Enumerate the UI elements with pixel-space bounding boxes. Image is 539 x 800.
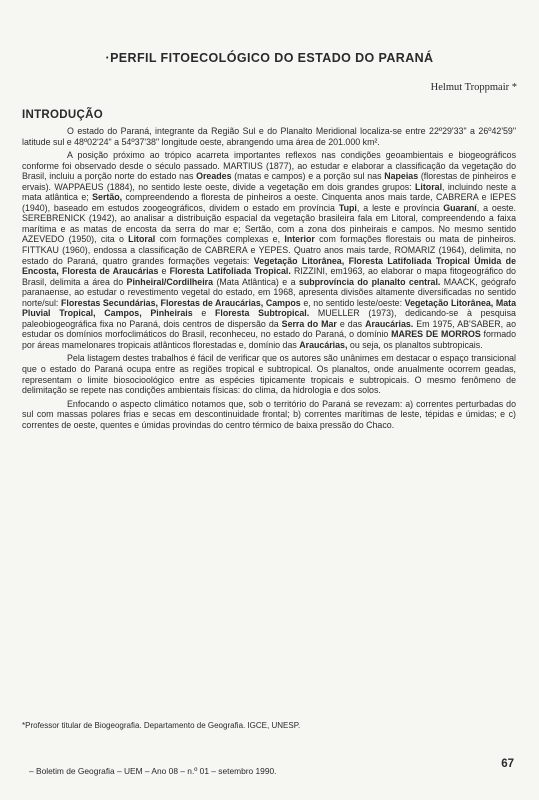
text-run: (florestas de pinheiros e ervais). WAPPAEUS (1884), no sentido leste oeste, divide a vegetação em dois grandes grupos: — [22, 171, 516, 192]
bold-term: Guaraní — [443, 202, 477, 213]
bold-term: Floresta Subtropical. — [214, 308, 310, 319]
text-run: e, no sentido leste/oeste: — [300, 297, 405, 308]
bold-term: Oreades — [196, 171, 232, 182]
bold-term: Floresta Latifoliada Tropical. — [169, 266, 291, 277]
body-text — [22, 126, 516, 433]
text-run: formado por áreas mamelonares tropicais atlânticos florestadas e, domínio das — [22, 329, 516, 350]
text-run: MAACK, geógrafo paranaense, ao estudar o revestimento vegetal do estado, em 1968, apresenta divisões altamente diversificadas no sentido norte/sul: — [22, 276, 516, 308]
text-run: (Mata Atlântica) e a — [213, 276, 299, 287]
text-run: (matas e campos) e a porção sul nas — [231, 171, 385, 182]
section-heading: INTRODUÇÃO — [22, 109, 103, 121]
text-run: A posição próximo ao trópico acarreta importantes reflexos nas condições geoambientais e biogeográficos conforme foi observado desde o século passado. MARTIUS (1877), ao estudar e elaborar a classificação da vegetação do Brasil, incluiu a porção norte do estado nas — [22, 150, 516, 182]
page-number: 67 — [501, 758, 514, 770]
bold-term: Serra do Mar — [281, 318, 337, 329]
bold-term: Pinheiral/Cordilheira — [126, 276, 214, 287]
footnote: *Professor titular de Biogeografia. Departamento de Geografia. IGCE, UNESP. — [22, 721, 301, 730]
text-run: Enfocando o aspecto climático notamos que, sob o território do Paraná se revezam: a) correntes perturbadas do sul com massas polares frias e secas em descontinuidade frontal; b) correntes marítimas de leste, tépidas e úmidas; e c) correntes de oeste, quentes e úmidas provindas do centro térmico de baixa pressão do Chaco. — [22, 398, 516, 430]
bold-term: Napeias — [384, 171, 419, 182]
bold-term: Araucárias. — [365, 318, 414, 329]
paragraph — [22, 353, 516, 395]
text-run: compreendendo a floresta de pinheiros a oeste. Cinquenta anos mais tarde, CABRERA e IEPES (1940), baseado em estudos zoogeográficos, dividem o estado em província — [22, 192, 516, 213]
text-run: RIZZINI, em1963, ao elaborar o mapa fitogeográfico do Brasil, delimita a área do — [22, 266, 516, 287]
text-run: ou seja, os planaltos subtropicais. — [347, 339, 483, 350]
text-run: O estado do Paraná, integrante da Região Sul e do Planalto Meridional localiza-se entre 22º29'33" a 26º42'59" latitude sul e 48º02'24" a 54º37'38" longitude oeste, abrangendo uma área de 201.000 km². — [22, 126, 516, 147]
bold-term: Interior — [284, 234, 315, 245]
footer-citation: – Boletim de Geografia – UEM – Ano 08 – n.º 01 – setembro 1990. — [29, 766, 277, 776]
text-run: Em 1975, AB'SABER, ao estudar os domínios morfoclimáticos do Brasil, reconheceu, no estado do Paraná, o domínio — [22, 318, 516, 340]
bold-term: MARES DE MORROS — [391, 329, 481, 340]
text-run: e — [192, 308, 215, 319]
text-run: Pela listagem destes trabalhos é fácil de verificar que os autores são unânimes em destacar o espaço transicional que o estado do Paraná ocupa entre as regiões tropical e subtropical. Os planaltos, onde anualmente ocorrem geadas, representam o limite biosocioológico entre as espécies tipicamente tropicais e subtropicais. O mesmo fenômeno de delimitação se repete nas condições ambientais físicas: do clima, da hidrologia e dos solos. — [22, 353, 516, 396]
author-name: Helmut Troppmair * — [430, 82, 517, 93]
bold-term: subprovíncia do planalto central. — [298, 276, 441, 287]
bold-term: Vegetação Litorânea, Floresta Latifoliada Tropical Úmida de Encosta, Floresta de Araucárias — [22, 255, 516, 277]
bold-term: Sertão, — [92, 192, 123, 203]
bold-term: Litoral — [128, 234, 156, 245]
text-run: e — [158, 266, 170, 277]
text-run: MUELLER (1973), dedicando-se à pesquisa paleobiogeográfica fixa no Paraná, dois centros de dispersão da — [22, 308, 516, 329]
text-run: , a leste e província — [356, 202, 444, 213]
bold-term: Araucárias, — [299, 339, 348, 350]
paragraph — [22, 126, 516, 147]
paragraph — [22, 399, 516, 431]
paragraph — [22, 150, 516, 350]
bold-term: Florestas Secundárias, Florestas de Araucárias, Campos — [60, 297, 301, 308]
text-run: com formações florestais ou mata de pinheiros. FITTKAU (1960), endossa a classificação de CABRERA e YEPES. Quatro anos mais tarde, ROMARIZ (1964), delimita, no estado do Paraná, quatro grandes formações vegetais: — [22, 234, 516, 266]
text-run: , incluindo neste a mata atlântica e; — [22, 181, 517, 203]
text-run: , a oeste. SEREBRENICK (1942), ao analisar a distribuição espacial da vegetação brasileira fala em Litoral, compreendendo a faixa marítima e as matas de encosta da serra do mar e; Sertão, com a zona dos pinheirais e campos. No mesmo sentido AZEVEDO (1950), cita o — [22, 202, 516, 245]
bold-term: Litoral — [415, 181, 443, 192]
text-run: e das — [336, 318, 366, 329]
text-run: com formações complexas e, — [155, 234, 285, 245]
bold-term: Tupi — [338, 202, 357, 213]
document-title: ·PERFIL FITOECOLÓGICO DO ESTADO DO PARANÁ — [105, 51, 434, 65]
bold-term: Vegetação Litorânea, Mata Pluvial Tropical, Campos, Pinheirais — [22, 297, 517, 319]
